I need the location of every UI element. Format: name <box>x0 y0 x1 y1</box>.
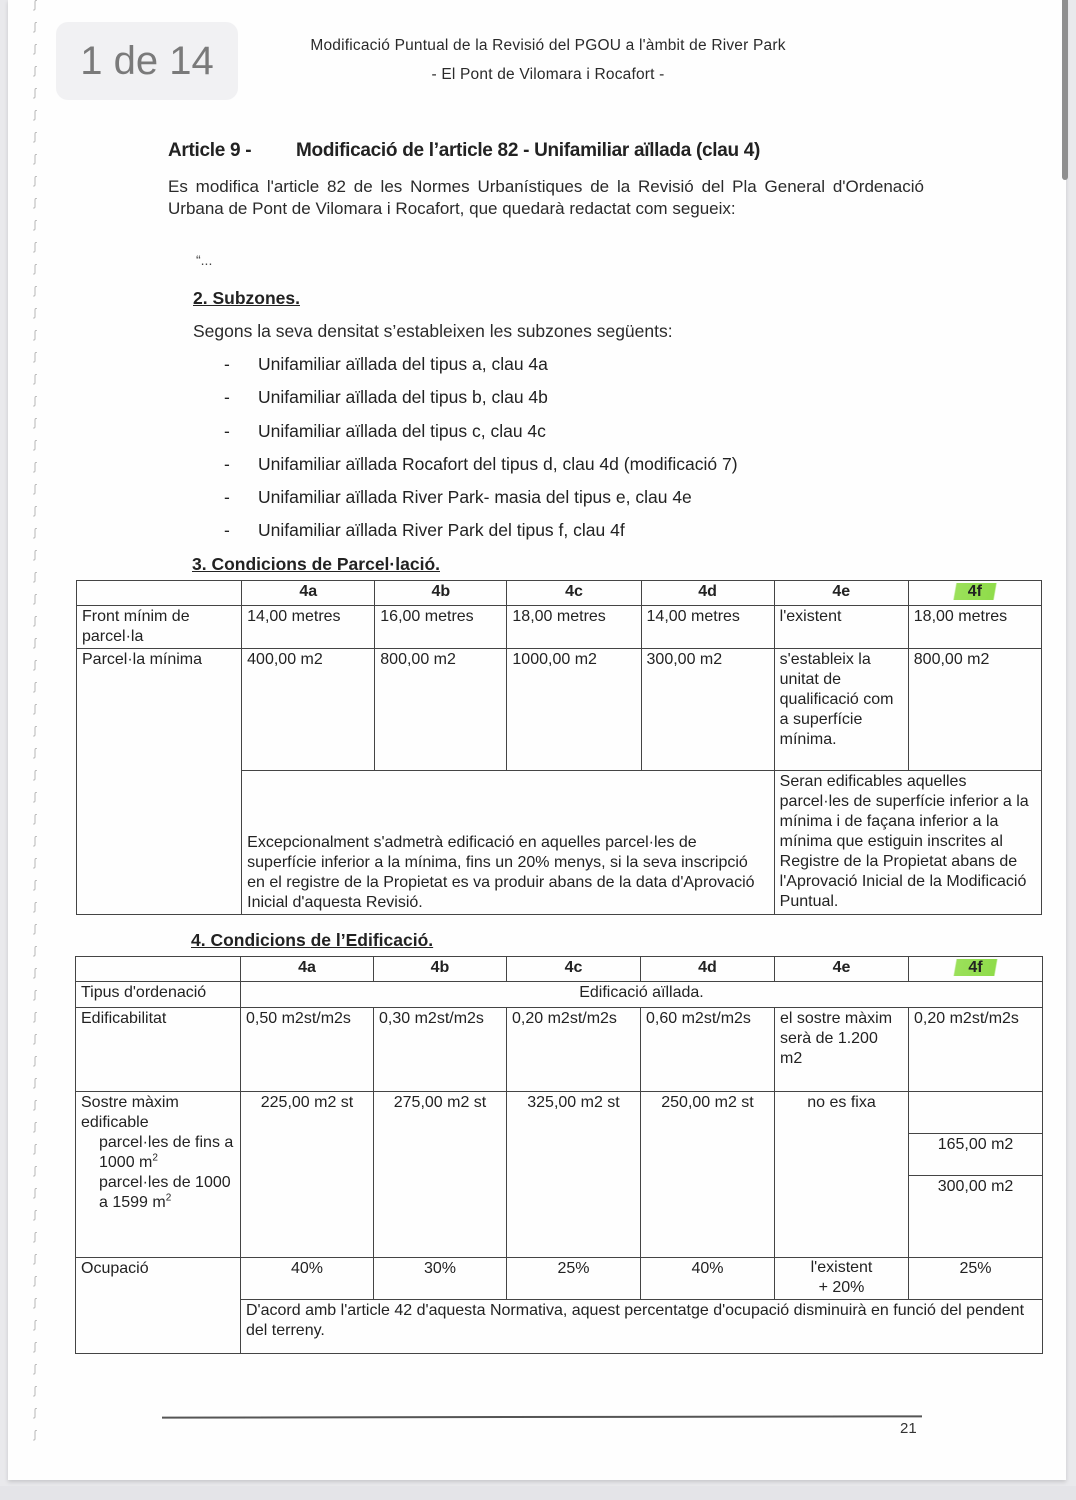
column-header-4d: 4d <box>641 581 774 606</box>
sostre-4f-empty <box>909 1092 1042 1134</box>
table-cell: 0,20 m2st/m2s <box>507 1008 641 1092</box>
binding-hole-icon: ʃ <box>33 241 37 253</box>
table-cell: l'existent <box>774 606 908 649</box>
binding-hole-icon: ʃ <box>33 637 37 649</box>
binding-hole-icon: ʃ <box>33 1253 37 1265</box>
binding-hole-icon: ʃ <box>33 263 37 275</box>
row-label-sostre <box>76 1092 241 1258</box>
binding-hole-icon: ʃ <box>33 505 37 517</box>
table-cell: 16,00 metres <box>375 606 507 649</box>
binding-hole-icon: ʃ <box>33 1231 37 1243</box>
binding-hole-icon: ʃ <box>33 1407 37 1419</box>
binding-hole-icon: ʃ <box>33 813 37 825</box>
table-cell: 225,00 m2 st <box>241 1092 374 1258</box>
table-cell: 18,00 metres <box>507 606 641 649</box>
table-cell: 0,30 m2st/m2s <box>374 1008 507 1092</box>
binding-hole-icon: ʃ <box>33 945 37 957</box>
table-cell: Edificació aïllada. <box>241 982 1043 1008</box>
bullet-dash: - <box>224 420 230 441</box>
table-cell: 14,00 metres <box>242 606 375 649</box>
column-header-4a: 4a <box>241 957 374 982</box>
header-line-2: - El Pont de Vilomara i Rocafort - <box>431 66 665 83</box>
binding-hole-icon: ʃ <box>33 175 37 187</box>
table-cell: l'existent + 20% <box>775 1258 909 1300</box>
parcelacio-table <box>76 580 1042 915</box>
binding-hole-icon: ʃ <box>33 1363 37 1375</box>
binding-hole-icon: ʃ <box>33 461 37 473</box>
binding-hole-icon: ʃ <box>33 989 37 1001</box>
binding-hole-icon: ʃ <box>33 593 37 605</box>
sostre-sub-2 <box>81 1173 235 1213</box>
bullet-dash: - <box>224 354 230 374</box>
table-row <box>77 649 1042 771</box>
binding-hole-icon: ʃ <box>33 901 37 913</box>
binding-hole-icon: ʃ <box>33 967 37 979</box>
binding-hole-icon: ʃ <box>33 1143 37 1155</box>
binding-hole-icon: ʃ <box>33 329 37 341</box>
table-cell: 30% <box>374 1258 507 1300</box>
binding-hole-icon: ʃ <box>33 43 37 55</box>
binding-hole-icon: ʃ <box>33 879 37 891</box>
list-item <box>224 387 738 420</box>
superscript: 2 <box>165 1192 172 1204</box>
table-cell: 40% <box>641 1258 775 1300</box>
column-header-4d: 4d <box>641 957 775 982</box>
column-header-4f-highlighted <box>908 581 1041 606</box>
sostre-sub-1-text: parcel·les de fins a 1000 m <box>99 1134 234 1171</box>
binding-hole-icon: ʃ <box>33 1319 37 1331</box>
binding-hole-icon: ʃ <box>33 1429 37 1441</box>
header-line-1: Modificació Puntual de la Revisió del PGOU a l'àmbit de River Park <box>310 37 786 54</box>
table-cell: 40% <box>241 1258 374 1300</box>
table-cell: 0,60 m2st/m2s <box>641 1008 775 1092</box>
binding-hole-icon: ʃ <box>33 659 37 671</box>
table-cell: 800,00 m2 <box>375 649 507 771</box>
binding-hole-icon: ʃ <box>33 747 37 759</box>
table-cell: el sostre màxim serà de 1.200 m2 <box>775 1008 909 1092</box>
sostre-sub-2-text: parcel·les de 1000 a 1599 m <box>99 1174 231 1211</box>
binding-hole-icon: ʃ <box>33 395 37 407</box>
list-item <box>224 421 738 454</box>
page-indicator: 1 de 14 <box>56 22 238 100</box>
scrollbar-thumb[interactable] <box>1062 0 1068 180</box>
bullet-dash: - <box>224 487 230 508</box>
binding-hole-icon: ʃ <box>33 703 37 715</box>
highlighted-label: 4f <box>942 959 1008 976</box>
binding-hole-icon: ʃ <box>33 1011 37 1023</box>
table-cell: 400,00 m2 <box>242 649 375 771</box>
subzones-title: 2. Subzones. <box>193 288 300 308</box>
binding-hole-icon: ʃ <box>33 1165 37 1177</box>
parcelacio-title: 3. Condicions de Parcel·lació. <box>192 554 440 574</box>
subzones-list <box>224 354 738 554</box>
article-title <box>168 140 760 162</box>
table-cell: 800,00 m2 <box>908 649 1041 771</box>
table-header-row <box>77 581 1042 606</box>
list-item <box>224 487 738 520</box>
row-label-minima: Parcel·la mínima <box>77 649 242 915</box>
article-number: Article 9 - <box>168 140 252 161</box>
binding-hole-icon: ʃ <box>33 1033 37 1045</box>
binding-hole-icon: ʃ <box>33 1385 37 1397</box>
binding-hole-icon: ʃ <box>33 615 37 627</box>
table-cell: s'estableix la unitat de qualificació com a superfície mínima. <box>774 649 908 771</box>
list-item <box>224 520 738 553</box>
edificacio-title: 4. Condicions de l’Edificació. <box>191 930 434 950</box>
header-empty <box>77 581 242 606</box>
binding-hole-icon: ʃ <box>33 197 37 209</box>
bullet-dash: - <box>224 387 230 408</box>
binding-hole-icon: ʃ <box>33 791 37 803</box>
binding-hole-icon: ʃ <box>33 1099 37 1111</box>
sostre-4f-value-2: 300,00 m2 <box>937 1178 1014 1195</box>
binding-holes-decoration <box>22 0 48 1470</box>
table-cell: 275,00 m2 st <box>374 1092 507 1258</box>
note-exception: Excepcionalment s'admetrà edificació en aquelles parcel·les de superfície inferior a la mínima, fins un 20% menys, si la seva inscripció en el registre de la Propietat es va produir abans de la data d'Aprovació Inicial d'aquesta Revisió. <box>242 771 775 915</box>
sostre-label: Sostre màxim edificable <box>81 1094 179 1131</box>
binding-hole-icon: ʃ <box>33 1187 37 1199</box>
row-label-tipus: Tipus d'ordenació <box>76 982 241 1008</box>
binding-hole-icon: ʃ <box>33 681 37 693</box>
table-header-row <box>76 957 1043 982</box>
table-cell: 18,00 metres <box>908 606 1041 649</box>
binding-hole-icon: ʃ <box>33 923 37 935</box>
binding-hole-icon: ʃ <box>33 131 37 143</box>
binding-hole-icon: ʃ <box>33 725 37 737</box>
bullet-dash: - <box>224 453 230 474</box>
subzone-label: Unifamiliar aïllada del tipus a, clau 4a <box>258 354 548 374</box>
table-cell: 14,00 metres <box>641 606 774 649</box>
column-header-4e: 4e <box>774 581 908 606</box>
binding-hole-icon: ʃ <box>33 87 37 99</box>
scrollbar-track[interactable] <box>1060 0 1070 1480</box>
column-header-4f-highlighted <box>909 957 1043 982</box>
superscript: 2 <box>152 1152 158 1164</box>
binding-hole-icon: ʃ <box>33 1297 37 1309</box>
article-heading: Modificació de l’article 82 - Unifamiliar aïllada (clau 4) <box>296 140 761 161</box>
row-label-edificabilitat: Edificabilitat <box>76 1008 241 1092</box>
binding-hole-icon: ʃ <box>33 21 37 33</box>
sostre-sub-1 <box>81 1133 235 1173</box>
table-cell: 300,00 m2 <box>641 649 774 771</box>
binding-hole-icon: ʃ <box>33 549 37 561</box>
binding-hole-icon: ʃ <box>33 307 37 319</box>
subzone-label: Unifamiliar aïllada del tipus b, clau 4b <box>258 387 548 408</box>
quote-mark: “... <box>196 252 213 268</box>
subzone-label: Unifamiliar aïllada River Park del tipus f, clau 4f <box>258 520 625 541</box>
list-item <box>224 454 738 487</box>
row-label-front: Front mínim de parcel·la <box>77 606 242 649</box>
article-intro: Es modifica l'article 82 de les Normes Urbanístiques de la Revisió del Pla General d'Ordenació Urbana de Pont de Vilomara i Rocafort, que quedarà redactat com segueix: <box>168 177 924 218</box>
subzone-label: Unifamiliar aïllada River Park- masia del tipus e, clau 4e <box>258 487 692 508</box>
table-cell: 250,00 m2 st <box>641 1092 775 1258</box>
column-header-4e: 4e <box>775 957 909 982</box>
binding-hole-icon: ʃ <box>33 65 37 77</box>
edificacio-table <box>75 956 1043 1354</box>
note-4e-4f: Seran edificables aquelles parcel·les de superfície inferior a la mínima i de façana inferior a la mínima que estiguin inscrites al Registre de la Propietat abans de l'Aprovació Inicial de la Modificació Puntual. <box>774 771 1041 915</box>
binding-hole-icon: ʃ <box>33 109 37 121</box>
table-cell: 325,00 m2 st <box>507 1092 641 1258</box>
row-label-ocupacio: Ocupació <box>76 1258 241 1354</box>
table-cell: 0,20 m2st/m2s <box>909 1008 1043 1092</box>
ocupacio-note: D'acord amb l'article 42 d'aquesta Normativa, aquest percentatge d'ocupació disminuirà en funció del pendent del terreny. <box>241 1300 1043 1354</box>
binding-hole-icon: ʃ <box>33 571 37 583</box>
column-header-4c: 4c <box>507 957 641 982</box>
binding-hole-icon: ʃ <box>33 219 37 231</box>
binding-hole-icon: ʃ <box>33 351 37 363</box>
page-number: 21 <box>900 1420 917 1437</box>
binding-hole-icon: ʃ <box>33 0 37 11</box>
table-row <box>77 606 1042 649</box>
table-row <box>76 1092 1043 1258</box>
table-cell: 25% <box>507 1258 641 1300</box>
subzone-label: Unifamiliar aïllada Rocafort del tipus d, clau 4d (modificació 7) <box>258 453 738 474</box>
subzone-label: Unifamiliar aïllada del tipus c, clau 4c <box>258 420 546 441</box>
sostre-4f-value-1: 165,00 m2 <box>909 1134 1042 1176</box>
bullet-dash: - <box>224 520 230 541</box>
binding-hole-icon: ʃ <box>33 1121 37 1133</box>
binding-hole-icon: ʃ <box>33 1341 37 1353</box>
binding-hole-icon: ʃ <box>33 857 37 869</box>
table-cell: 1000,00 m2 <box>507 649 641 771</box>
subzones-intro: Segons la seva densitat s’estableixen les subzones següents: <box>193 321 673 341</box>
table-row <box>76 982 1043 1008</box>
table-row <box>76 1258 1043 1300</box>
column-header-4c: 4c <box>507 581 641 606</box>
sostre-4f-split-cell <box>909 1092 1043 1258</box>
binding-hole-icon: ʃ <box>33 527 37 539</box>
column-header-4b: 4b <box>375 581 507 606</box>
table-row <box>76 1008 1043 1092</box>
table-cell: 0,50 m2st/m2s <box>241 1008 374 1092</box>
table-cell: no es fixa <box>775 1092 909 1258</box>
binding-hole-icon: ʃ <box>33 417 37 429</box>
binding-hole-icon: ʃ <box>33 1077 37 1089</box>
column-header-4b: 4b <box>374 957 507 982</box>
highlighted-label: 4f <box>942 583 1008 600</box>
binding-hole-icon: ʃ <box>33 439 37 451</box>
binding-hole-icon: ʃ <box>33 483 37 495</box>
list-item <box>224 354 738 387</box>
binding-hole-icon: ʃ <box>33 769 37 781</box>
page-separator <box>0 1486 1076 1500</box>
binding-hole-icon: ʃ <box>33 1209 37 1221</box>
binding-hole-icon: ʃ <box>33 1055 37 1067</box>
binding-hole-icon: ʃ <box>33 835 37 847</box>
binding-hole-icon: ʃ <box>33 285 37 297</box>
table-cell: 25% <box>909 1258 1043 1300</box>
column-header-4a: 4a <box>242 581 375 606</box>
binding-hole-icon: ʃ <box>33 373 37 385</box>
binding-hole-icon: ʃ <box>33 1275 37 1287</box>
binding-hole-icon: ʃ <box>33 153 37 165</box>
header-empty <box>76 957 241 982</box>
